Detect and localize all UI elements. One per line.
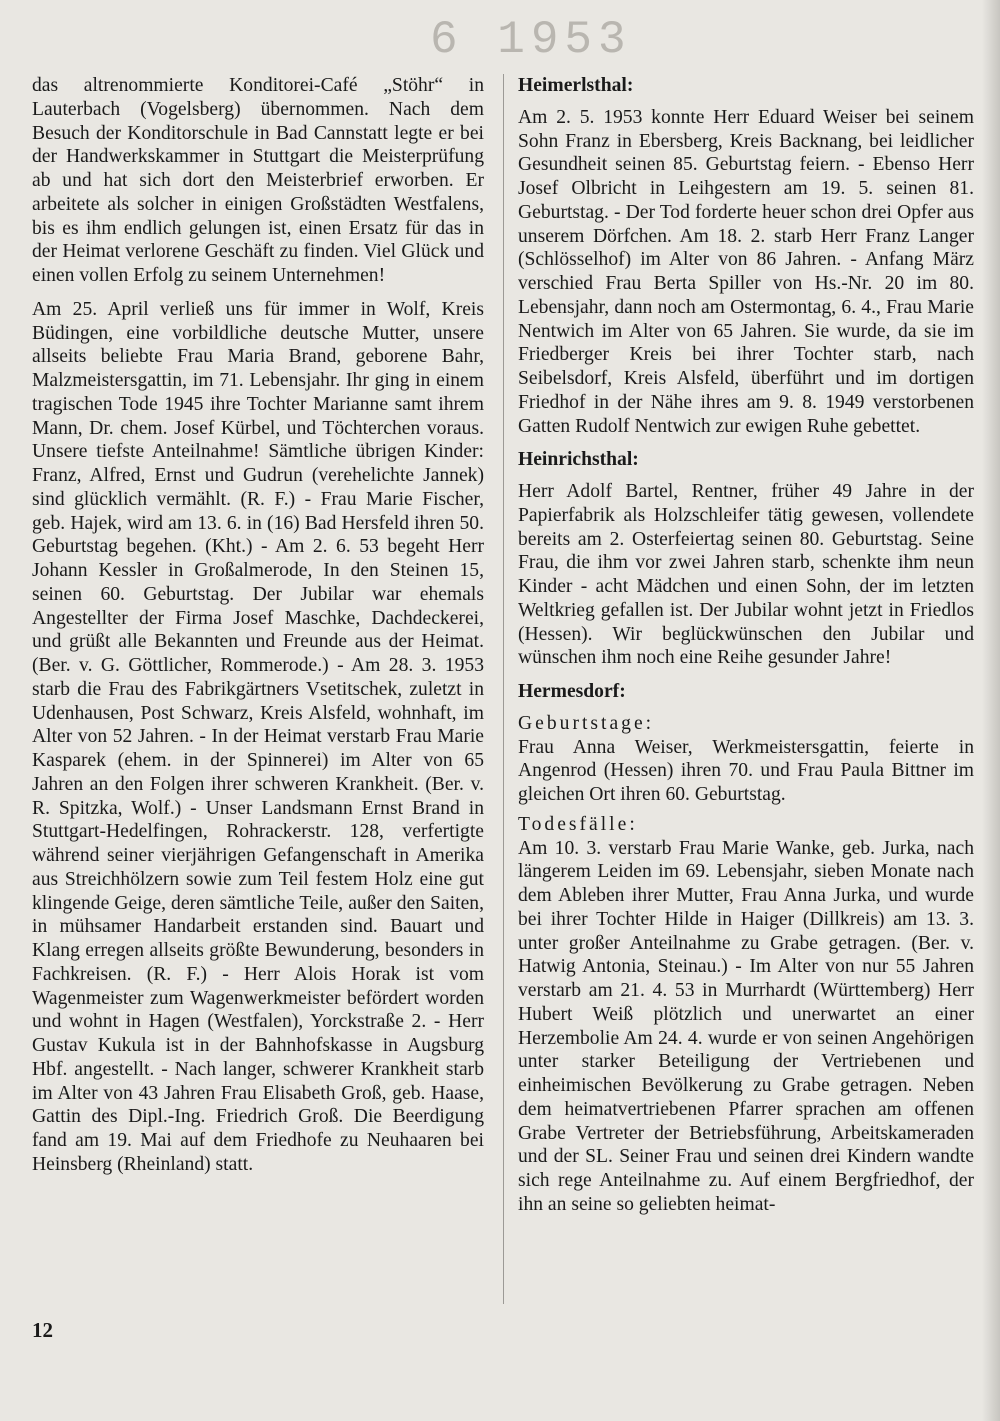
page-edge-shadow: [982, 0, 1000, 1421]
archive-stamp: 6 1953: [430, 14, 632, 66]
article-paragraph: das altrenommierte Konditorei-Café „Stöhr“ in Lauterbach (Vogelsberg) übernommen. Nach dem Besuch der Konditorschule in Bad Cannstatt legte er bei der Handwerkskammer in Stuttgart die Meisterprüfung ab und hat sich dort den Meisterbrief erworben. Er arbeitete als solcher in einigen Großstädten Westfalens, bis es ihm endlich gelungen ist, einen Ersatz für das in der Heimat verlorene Geschäft zu finden. Viel Glück und einen vollen Erfolg zu seinem Unternehmen!: [32, 75, 484, 286]
article-paragraph: Frau Anna Weiser, Werkmeistersgattin, feierte in Angenrod (Hessen) ihren 70. und Frau Paula Bittner im gleichen Ort ihren 60. Geburtstag.: [518, 736, 974, 805]
section-heading-hermesdorf: Hermesdorf:: [518, 681, 626, 702]
subheading-todesfaelle: Todesfälle:: [518, 813, 638, 835]
section-heading-heinrichsthal: Heinrichsthal:: [518, 449, 639, 471]
article-paragraph: Herr Adolf Bartel, Rentner, früher 49 Jahre in der Papierfabrik als Holzschleifer tätig gewesen, vollendete bereits am 2. Osterfeiertag seinen 80. Geburtstag. Seine Frau, die ihm vor zwei Jahren starb, schenkte ihm neun Kinder - acht Mädchen und einen Sohn, der im letzten Weltkrieg gefallen ist. Der Jubilar wohnt jetzt in Friedlos (Hessen). Wir beglückwünschen den Jubilar und wünschen ihm noch eine Reihe gesunder Jahre!: [518, 481, 974, 669]
left-column: [32, 74, 484, 1187]
section-heading-heimerlsthal: Heimerlsthal:: [518, 75, 634, 96]
article-paragraph: Am 10. 3. verstarb Frau Marie Wanke, geb. Jurka, nach längerem Leiden im 69. Lebensjahr, sieben Monate nach dem Ableben ihrer Mutter, Frau Anna Jurka, und wurde bei ihrer Tochter Hilde in Haiger (Dillkreis) am 13. 3. unter großer Anteilnahme zu Grabe getragen. (Ber. v. Hatwig Antonia, Steinau.) - Im Alter von nur 55 Jahren verstarb am 21. 4. 53 in Murrhardt (Württemberg) Herr Hubert Weiß plötzlich und unerwartet an einer Herzembolie Am 24. 4. wurde er von seinen Angehörigen unter starker Beteiligung der Vertriebenen und einheimischen Bevölkerung zu Grabe getragen. Neben dem heimatvertriebenen Pfarrer sprachen am offenen Grabe Vertreter der Betriebsführung, Arbeitskameraden und der SL. Seiner Frau und seinen drei Kindern wandte sich rege Anteilnahme zu. Auf einem Bergfriedhof, der ihn an seine so geliebten heimat-: [518, 837, 974, 1215]
article-paragraph: Am 25. April verließ uns für immer in Wolf, Kreis Büdingen, eine vorbildliche deutsche Mutter, unsere allseits beliebte Frau Maria Brand, geborene Bahr, Malzmeistersgattin, im 71. Lebensjahr. Ihr ging in einem tragischen Tode 1945 ihre Tochter Marianne samt ihrem Mann, Dr. chem. Josef Kürbel, und Töchterchen voraus. Unsere tiefste Anteilnahme! Sämtliche übrigen Kinder: Franz, Alfred, Ernst und Gudrun (verehelichte Jannek) sind glücklich vermählt. (R. F.) - Frau Marie Fischer, geb. Hajek, wird am 13. 6. in (16) Bad Hersfeld ihren 50. Geburtstag begehen. (Kht.) - Am 2. 6. 53 begeht Herr Johann Kessler in Großalmerode, In den Steinen 15, seinen 60. Geburtstag. Der Jubilar war ehemals Angestellter der Firma Josef Maschke, Dachdeckerei, und grüßt alle Bekannten und Freunde aus der Heimat. (Ber. v. G. Göttlicher, Rommerode.) - Am 28. 3. 1953 starb die Frau des Fabrikgärtners Vsetitschek, zuletzt in Udenhausen, Post Schwarz, Kreis Alsfeld, wohnhaft, im Alter von 52 Jahren. - In der Heimat verstarb Frau Marie Kasparek (ehem. in der Spinnerei) im Alter von 65 Jahren an den Folgen ihrer schweren Krankheit. (Ber. v. R. Spitzka, Wolf.) - Unser Landsmann Ernst Brand in Stuttgart-Hedelfingen, Rohrackerstr. 128, verfertigte während seiner vierjährigen Gefangenschaft in Amerika aus Streichhölzern sowie zum Teil festem Holz eine gut klingende Geige, deren sämtliche Teile, außer den Saiten, in mühsamer Handarbeit erstanden sind. Bauart und Klang erregen allseits größte Bewunderung, besonders in Fachkreisen. (R. F.) - Herr Alois Horak ist vom Wagenmeister zum Wagenwerkmeister befördert worden und wohnt in Hagen (Westfalen), Yorckstraße 2. - Herr Gustav Kukula ist in der Bahnhofskasse in Augsburg Hbf. angestellt. - Nach langer, schwerer Krankheit starb im Alter von 43 Jahren Frau Elisabeth Groß, geb. Haase, Gattin des Dipl.-Ing. Friedrich Groß. Die Beerdigung fand am 19. Mai auf dem Friedhofe zu Neuhaaren bei Heinsberg (Rheinland) statt.: [32, 298, 484, 1175]
article-paragraph: Am 2. 5. 1953 konnte Herr Eduard Weiser bei seinem Sohn Franz in Ebersberg, Kreis Backnang, bei leidlicher Gesundheit seinen 85. Geburtstag feiern. - Ebenso Herr Josef Olbricht in Leihgestern am 19. 5. seinen 81. Geburtstag. - Der Tod forderte heuer schon drei Opfer aus unserem Dörfchen. Am 18. 2. starb Herr Franz Langer (Schlösselhof) im Alter von 86 Jahren. - Anfang März verschied Frau Berta Spiller von Hs.-Nr. 20 im 80. Lebensjahr, dann noch am Ostermontag, 6. 4., Frau Marie Nentwich im Alter von 65 Jahren. Sie wurde, da sie im Friedberger Kreis bei ihrer Tochter starb, nach Seibelsdorf, Kreis Alsfeld, überführt und im dortigen Friedhof in der Nähe ihres am 9. 8. 1949 verstorbenen Gatten Rudolf Nentwich zur ewigen Ruhe gebettet.: [518, 106, 974, 437]
right-column: [518, 74, 974, 1227]
column-divider: [503, 74, 504, 1304]
page-number: 12: [32, 1318, 53, 1342]
subheading-geburtstage: Geburtstage:: [518, 712, 655, 734]
